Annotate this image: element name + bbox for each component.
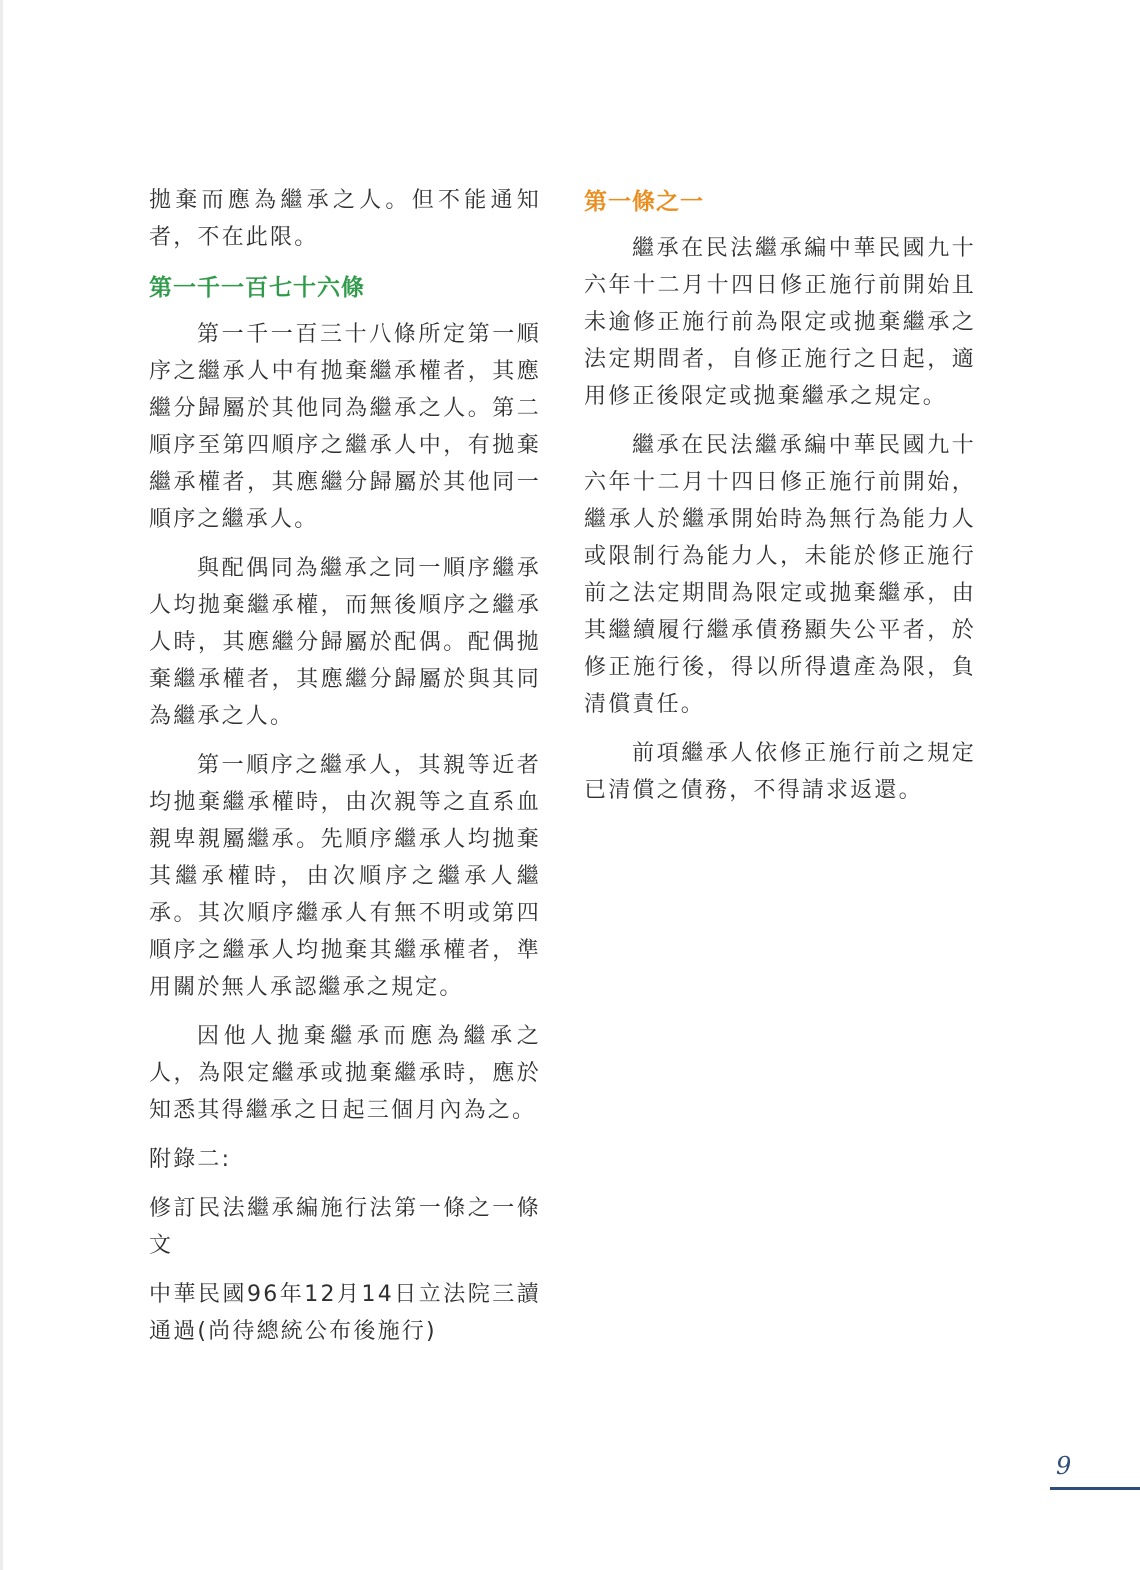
page-number: 9 xyxy=(1056,1452,1072,1480)
article-1-1-paragraph-3: 前項繼承人依修正施行前之規定已清償之債務，不得請求返還。 xyxy=(584,741,976,803)
article-1-1-paragraph-2: 繼承在民法繼承編中華民國九十六年十二月十四日修正施行前開始，繼承人於繼承開始時為無行為能力人或限制行為能力人，未能於修正施行前之法定期間為限定或拋棄繼承，由其繼續履行繼承債務顯失公平者，於修正施行後，得以所得遺產為限，負清償責任。 xyxy=(584,433,976,717)
article-1-1-paragraph-1: 繼承在民法繼承編中華民國九十六年十二月十四日修正施行前開始且未逾修正施行前為限定或拋棄繼承之法定期間者，自修正施行之日起，適用修正後限定或拋棄繼承之規定。 xyxy=(584,236,976,409)
article-1176-heading: 第一千一百七十六條 xyxy=(149,275,365,301)
appendix-title: 修訂民法繼承編施行法第一條之一條文 xyxy=(149,1196,541,1258)
appendix-note: 中華民國96年12月14日立法院三讀通過(尚待總統公布後施行) xyxy=(149,1282,541,1344)
article-paragraph-2: 與配偶同為繼承之同一順序繼承人均拋棄繼承權，而無後順序之繼承人時，其應繼分歸屬於配偶。配偶拋棄繼承權者，其應繼分歸屬於與其同為繼承之人。 xyxy=(149,556,541,729)
article-1-1-heading: 第一條之一 xyxy=(584,189,704,215)
paragraph-continuation: 拋棄而應為繼承之人。但不能通知者，不在此限。 xyxy=(149,188,541,250)
appendix-label: 附錄二: xyxy=(149,1147,232,1172)
article-paragraph-4: 因他人拋棄繼承而應為繼承之人，為限定繼承或拋棄繼承時，應於知悉其得繼承之日起三個月內為之。 xyxy=(149,1024,541,1123)
page-number-rule xyxy=(1050,1487,1140,1490)
article-paragraph-1: 第一千一百三十八條所定第一順序之繼承人中有拋棄繼承權者，其應繼分歸屬於其他同為繼承之人。第二順序至第四順序之繼承人中，有拋棄繼承權者，其應繼分歸屬於其他同一順序之繼承人。 xyxy=(149,322,541,532)
left-column xyxy=(149,182,541,1362)
article-paragraph-3: 第一順序之繼承人，其親等近者均拋棄繼承權時，由次親等之直系血親卑親屬繼承。先順序繼承人均拋棄其繼承權時，由次順序之繼承人繼承。其次順序繼承人有無不明或第四順序之繼承人均拋棄其繼承權者，準用關於無人承認繼承之規定。 xyxy=(149,753,541,1000)
right-column xyxy=(584,182,976,821)
page-edge xyxy=(0,0,3,1570)
